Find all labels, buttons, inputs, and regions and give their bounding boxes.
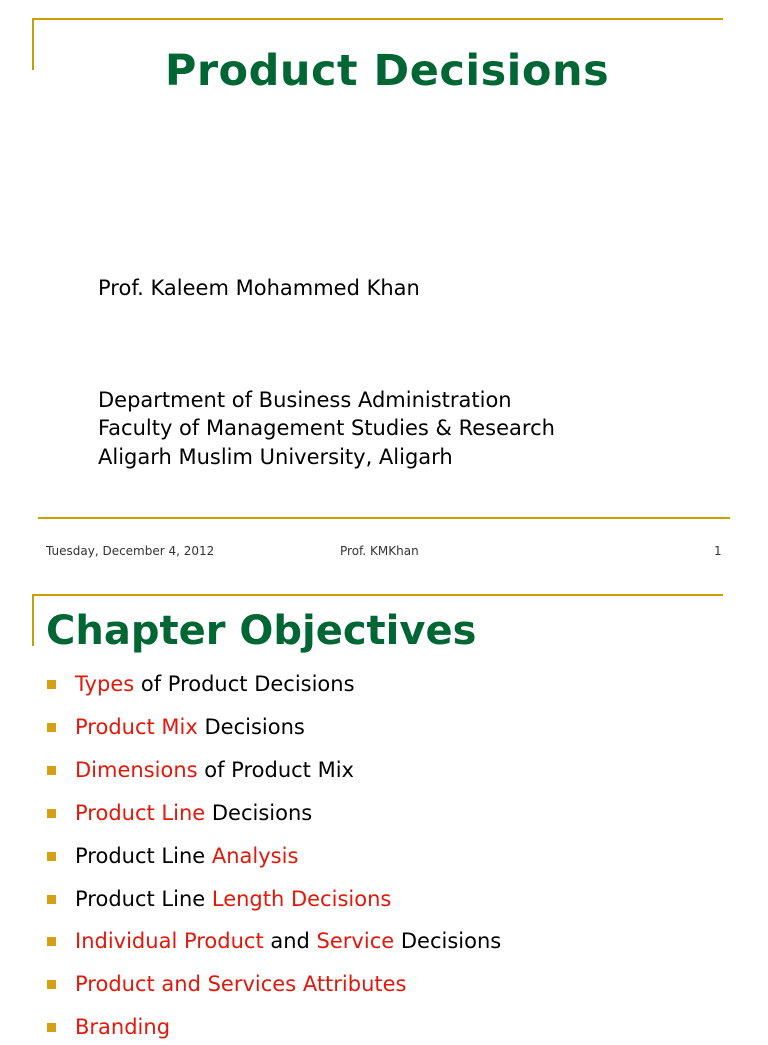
square-bullet-icon <box>47 980 56 989</box>
list-item-text <box>75 887 391 911</box>
square-bullet-icon <box>47 895 56 904</box>
plain-text: Decisions <box>197 715 305 739</box>
square-bullet-icon <box>47 937 56 946</box>
plain-text: Product Line <box>75 844 212 868</box>
highlight-text: Service <box>316 929 395 953</box>
left-rule <box>32 594 34 646</box>
affiliation-department: Department of Business Administration <box>98 388 512 412</box>
list-item-text <box>75 844 298 868</box>
list-item-text <box>75 672 355 696</box>
plain-text: of Product Mix <box>197 758 354 782</box>
list-item-text <box>75 715 305 739</box>
author-name: Prof. Kaleem Mohammed Khan <box>98 276 420 300</box>
list-item-text <box>75 758 354 782</box>
plain-text: Product Line <box>75 887 212 911</box>
plain-text: Decisions <box>394 929 502 953</box>
highlight-text: Dimensions <box>75 758 198 782</box>
highlight-text: Types <box>75 672 135 696</box>
footer-date: Tuesday, December 4, 2012 <box>46 544 215 558</box>
highlight-text: Product Mix <box>75 715 198 739</box>
list-item-text <box>75 801 312 825</box>
top-rule <box>32 18 723 20</box>
list-item-text <box>75 929 501 953</box>
highlight-text: Analysis <box>211 844 299 868</box>
slide-title: Product Decisions <box>164 46 610 96</box>
highlight-text: Product and Services Attributes <box>75 972 407 996</box>
square-bullet-icon <box>47 1023 56 1032</box>
footer-presenter: Prof. KMKhan <box>340 544 419 558</box>
list-item-text <box>75 972 407 996</box>
footer-rule <box>38 517 730 519</box>
plain-text: and <box>263 929 317 953</box>
square-bullet-icon <box>47 680 56 689</box>
square-bullet-icon <box>47 723 56 732</box>
footer-page-number: 1 <box>714 544 722 558</box>
highlight-text: Individual Product <box>75 929 264 953</box>
square-bullet-icon <box>47 766 56 775</box>
slide-2 <box>0 578 768 1039</box>
plain-text: Decisions <box>205 801 313 825</box>
affiliation-university: Aligarh Muslim University, Aligarh <box>98 445 453 469</box>
top-rule <box>32 594 723 596</box>
highlight-text: Branding <box>75 1015 171 1039</box>
plain-text: of Product Decisions <box>134 672 355 696</box>
square-bullet-icon <box>47 809 56 818</box>
slide-title: Chapter Objectives <box>46 608 477 654</box>
highlight-text: Length Decisions <box>211 887 392 911</box>
list-item-text <box>75 1015 170 1039</box>
highlight-text: Product Line <box>75 801 206 825</box>
square-bullet-icon <box>47 852 56 861</box>
affiliation-faculty: Faculty of Management Studies & Research <box>98 416 555 440</box>
